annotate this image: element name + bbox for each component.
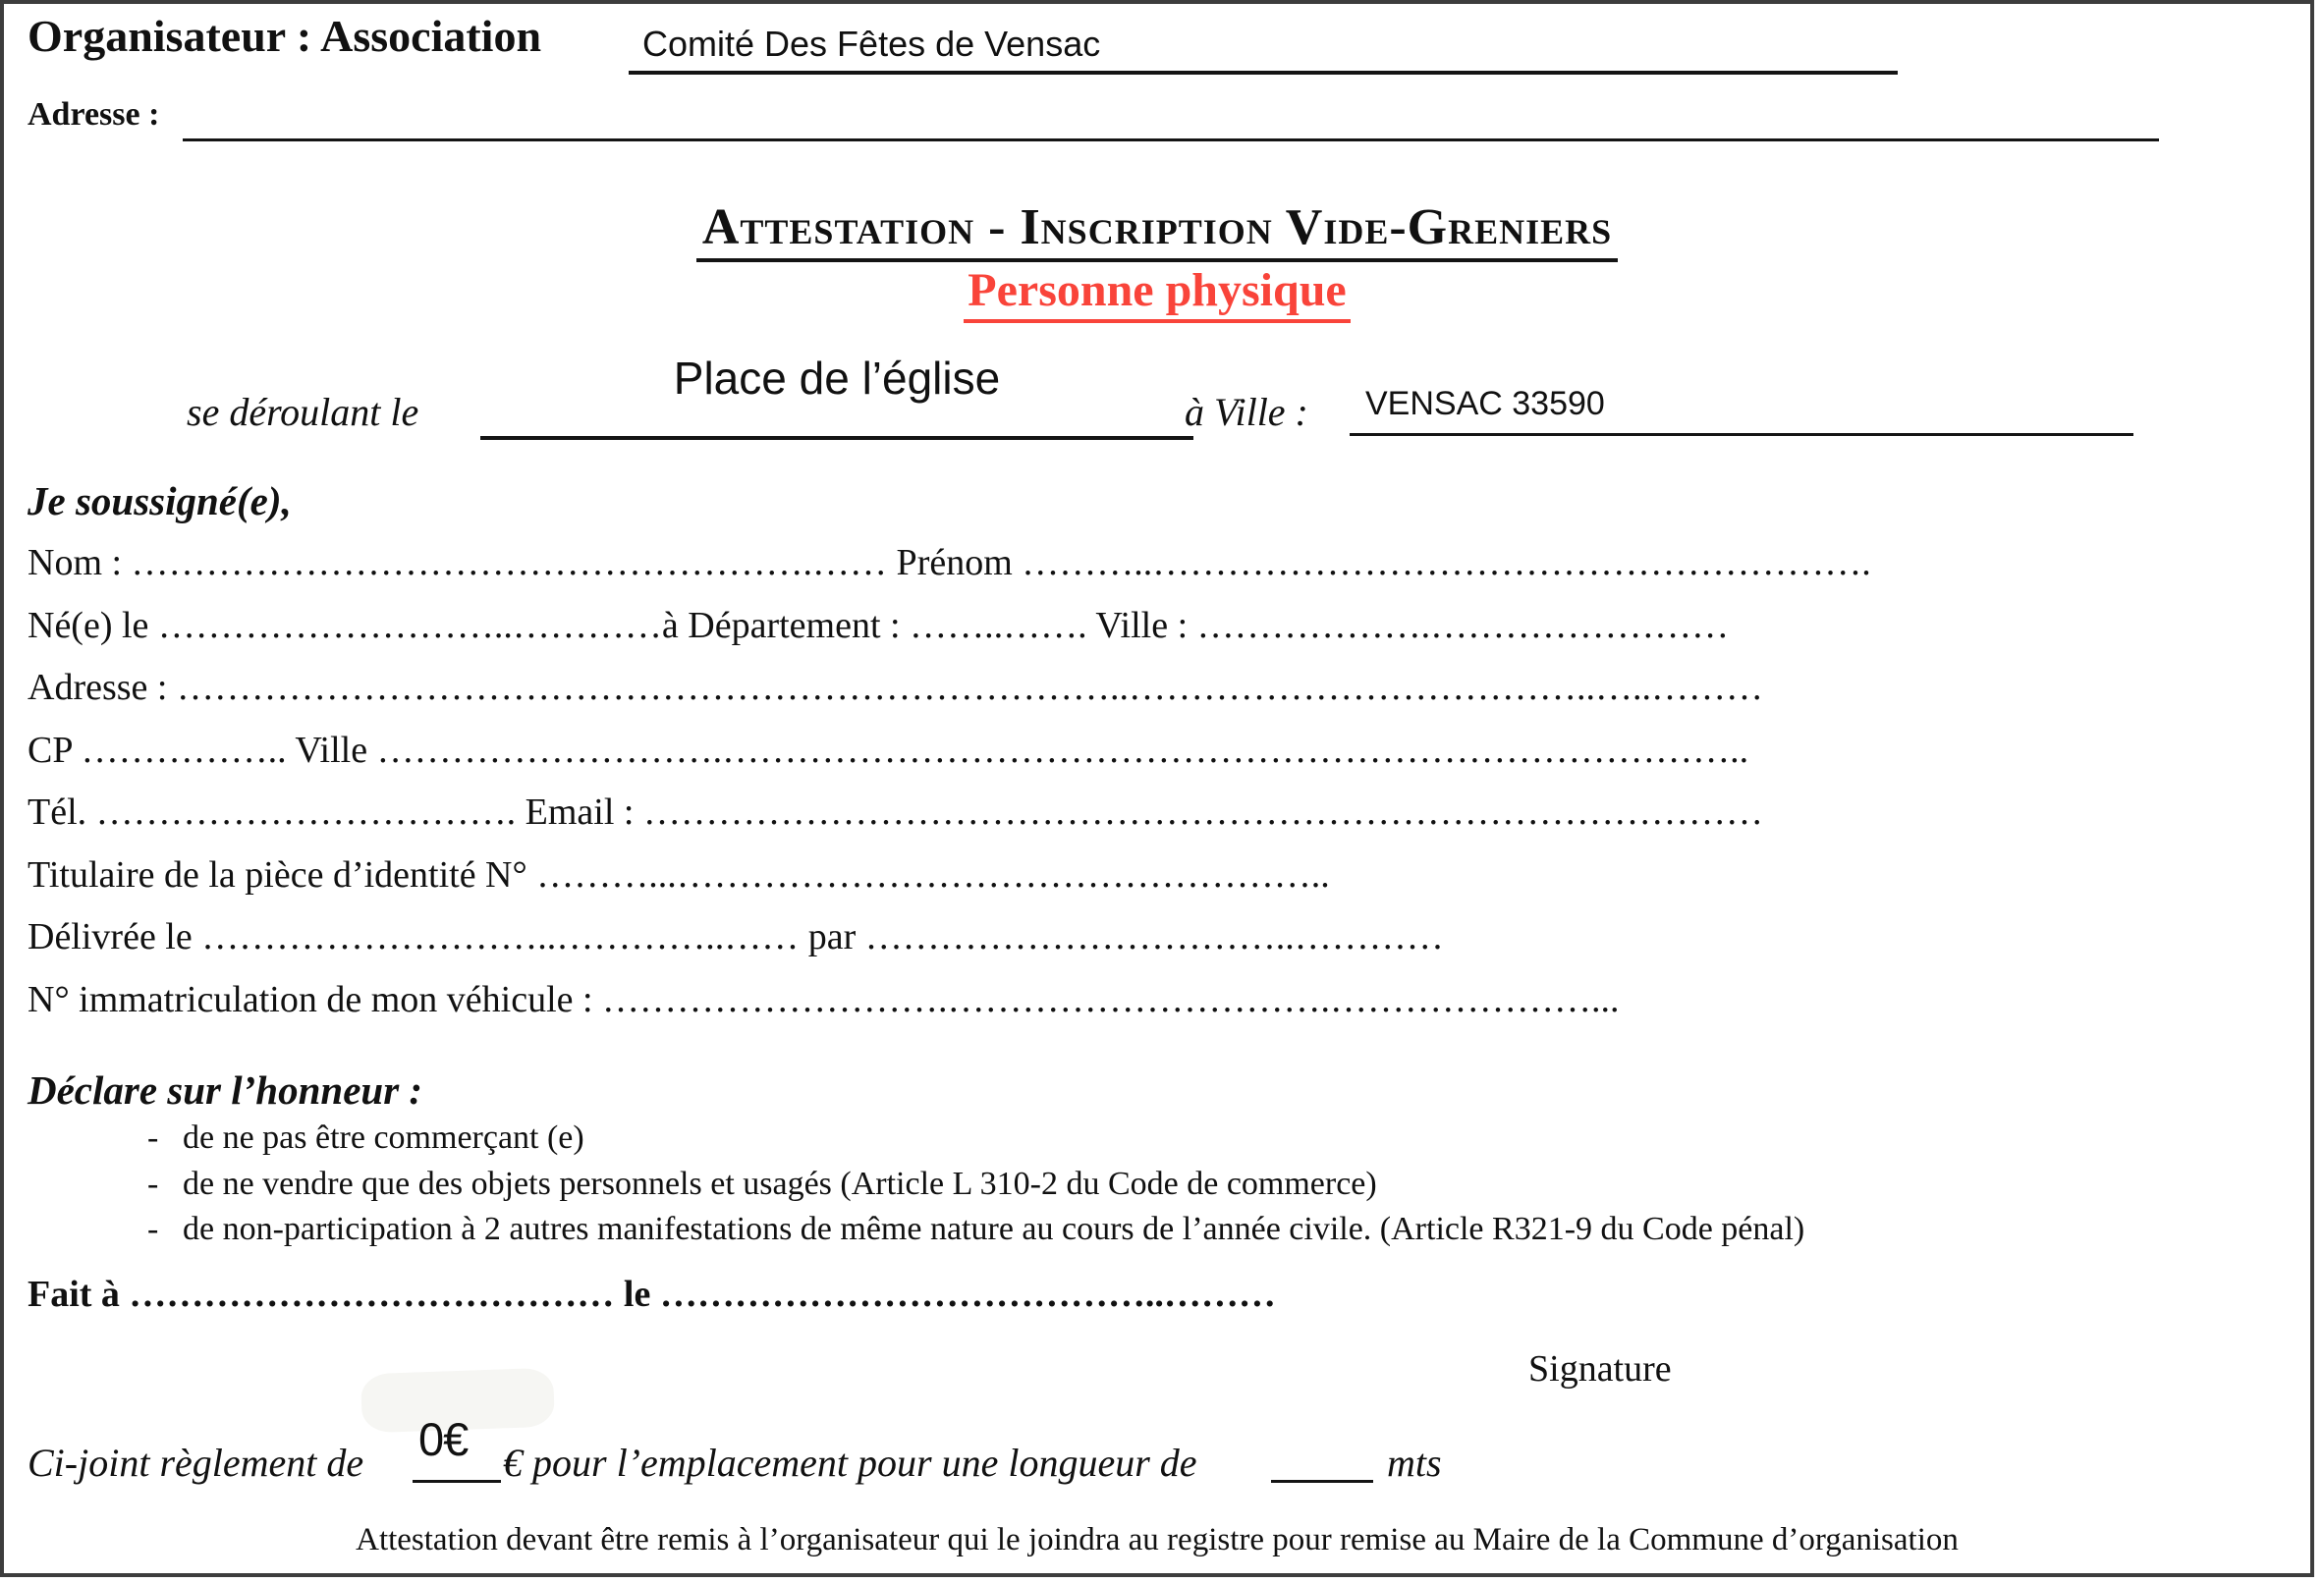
ville-underline: [1350, 433, 2133, 436]
a-ville-label: à Ville :: [1185, 390, 1308, 434]
organisateur-underline: [629, 71, 1898, 75]
declare-item-text: de non-participation à 2 autres manifestations de même nature au cours de l’année civile. (Article R321-9 du Code pénal): [183, 1211, 1805, 1247]
declare-item: [147, 1162, 1804, 1208]
document-title-text: Attestation - Inscription Vide-Greniers: [696, 198, 1618, 262]
document-subtitle-text: Personne physique: [964, 263, 1350, 323]
document-title: [0, 198, 2314, 262]
lieu-value: Place de l’église: [673, 353, 1001, 404]
amount-value: 0€: [418, 1413, 469, 1465]
declare-item-text: de ne vendre que des objets personnels et usagés (Article L 310-2 du Code de commerce): [183, 1165, 1377, 1202]
ci-joint-middle: € pour l’emplacement pour une longueur de: [503, 1441, 1197, 1485]
form-line-piece-identite: Titulaire de la pièce d’identité N° ………...……………………………………………..: [28, 853, 1330, 896]
declare-item: [147, 1207, 1804, 1253]
organisateur-value: Comité Des Fêtes de Vensac: [642, 24, 1101, 64]
form-line-nom-prenom: Nom : ……………………………………………….…… Prénom ………..………………………………………………….: [28, 542, 1871, 583]
ville-value: VENSAC 33590: [1365, 385, 1605, 422]
bullet-dash: -: [147, 1211, 159, 1247]
bullet-dash: -: [147, 1119, 159, 1156]
length-blank-underline: [1271, 1480, 1373, 1483]
document-subtitle: [0, 263, 2314, 323]
amount-underline: [413, 1480, 501, 1483]
form-line-delivree-par: Délivrée le ………………………..…………..…… par ……………………………..…………: [28, 916, 1444, 957]
identity-form-lines: [28, 532, 2134, 1031]
form-line-immatriculation: N° immatriculation de mon véhicule : ……………………….………………………….…………………...: [28, 978, 1620, 1020]
se-deroulant-label: se déroulant le: [187, 390, 419, 434]
fait-a-line: Fait à ………………………………… le …………………………………..………: [28, 1274, 1276, 1315]
form-line-tel-email: Tél. ……………………………. Email : ………………………………………………………………………………: [28, 792, 1763, 833]
lieu-underline: [480, 436, 1193, 440]
declare-item: [147, 1116, 1804, 1162]
declare-heading: Déclare sur l’honneur :: [28, 1067, 423, 1113]
footer-note: Attestation devant être remis à l’organisateur qui le joindra au registre pour remise au Maire de la Commune d’organisation: [356, 1522, 1959, 1557]
declare-item-text: de ne pas être commerçant (e): [183, 1119, 584, 1156]
declare-list: [147, 1116, 1804, 1253]
form-line-adresse: Adresse : …………………………………………………………………..………………………………..…..………: [28, 667, 1763, 708]
signature-label: Signature: [1528, 1348, 1672, 1390]
form-line-cp-ville: CP …………….. Ville ……………………….………………………………………………………………………..: [28, 729, 1749, 771]
adresse-underline: [183, 138, 2159, 141]
form-line-naissance: Né(e) le ………………………..…………à Département : ……..……. Ville : ……………….……………………: [28, 604, 1730, 646]
organisateur-label: Organisateur : Association: [28, 11, 542, 61]
adresse-label: Adresse :: [28, 96, 160, 133]
opening-statement: Je soussigné(e),: [28, 478, 292, 523]
ci-joint-suffix: mts: [1387, 1441, 1442, 1485]
ci-joint-prefix: Ci-joint règlement de: [28, 1441, 364, 1485]
bullet-dash: -: [147, 1165, 159, 1202]
